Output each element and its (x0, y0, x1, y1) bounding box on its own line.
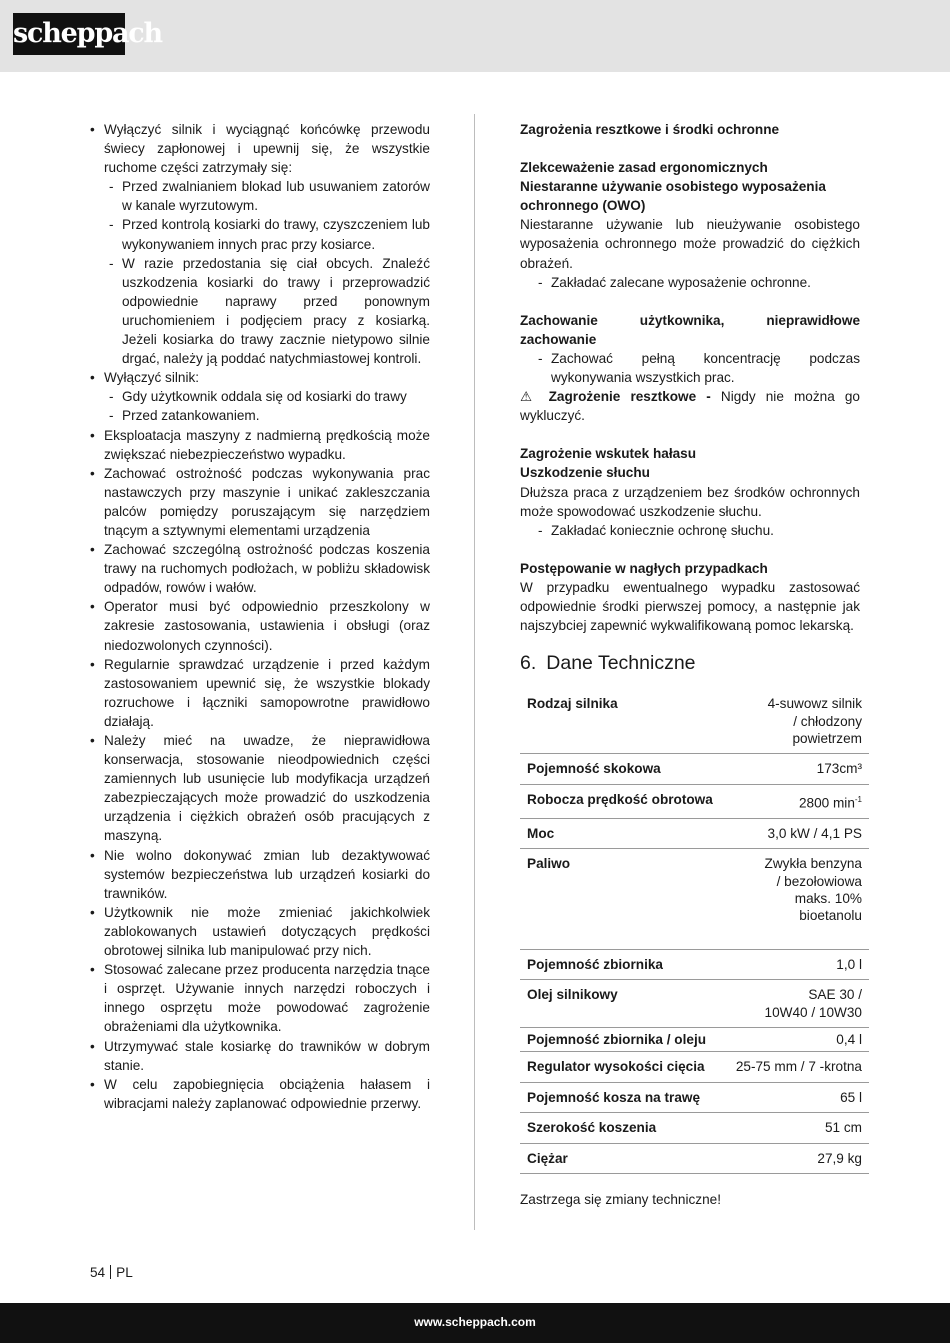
list-item: • Stosować zalecane przez producenta narzędzia tnące i osprzęt. Używanie innych narzędzi roboczych i innego osprzętu może powodować zagrożenie obrażeniami dla użytkownika. (90, 960, 430, 1036)
brand-logo: scheppach (13, 13, 125, 55)
chapter-number: 6. (520, 652, 537, 675)
spec-key: Pojemność kosza na trawę (520, 1082, 724, 1112)
spec-value: 3,0 kW / 4,1 PS (724, 818, 869, 848)
warning-icon: ⚠ (520, 389, 539, 405)
table-row (520, 1082, 869, 1112)
page-number-block (90, 1265, 133, 1280)
list-item: • Zachować szczególną ostrożność podczas koszenia trawy na ruchomych podłożach, w pobliżu składowisk odpadów, rowów i wałów. (90, 540, 430, 597)
list-item: • Zachować ostrożność podczas wykonywania prac nastawczych przy maszynie i unikać zakleszczania palców pomiędzy poruszającym się narzędziem tnącym a sztywnymi elementami urządzenia (90, 464, 430, 540)
list-item (90, 368, 430, 425)
ergonomics-section (520, 158, 860, 292)
spec-value: 51 cm (724, 1113, 869, 1143)
spec-key: Pojemność skokowa (520, 754, 724, 784)
table-row (520, 754, 869, 784)
technical-data-table (520, 689, 869, 1174)
section-heading: Zlekceważenie zasad ergonomicznych (520, 160, 768, 176)
dash-item: - Zakładać zalecane wyposażenie ochronne. (520, 273, 860, 292)
section-text: Dłuższa praca z urządzeniem bez środków ochronnych może spowodować uszkodzenie słuchu. (520, 484, 860, 519)
table-row (520, 1052, 869, 1082)
header-bar (0, 0, 950, 72)
list-item: • W celu zapobiegnięcia obciążenia hałasem i wibracjami należy zaplanować odpowiednie przerwy. (90, 1075, 430, 1113)
technical-changes-note: Zastrzega się zmiany techniczne! (520, 1192, 721, 1207)
behavior-section (520, 311, 860, 426)
section-heading: Zachowanie użytkownika, nieprawidłowe zachowanie (520, 312, 860, 347)
spec-key: Regulator wysokości cięcia (520, 1052, 724, 1082)
spec-key: Szerokość koszenia (520, 1113, 724, 1143)
column-divider (474, 114, 475, 1230)
spec-value: 0,4 l (724, 1028, 869, 1052)
list-item: • Nie wolno dokonywać zmian lub dezaktywować systemów bezpieczeństwa lub urządzeń kosiarki do trawników. (90, 846, 430, 903)
sub-list-item: - Przed zwalnianiem blokad lub usuwaniem zatorów w kanale wyrzutowym. (104, 177, 430, 215)
list-item: • Utrzymywać stale kosiarkę do trawników w dobrym stanie. (90, 1037, 430, 1075)
warning-text: Nigdy nie można go wykluczyć. (520, 389, 860, 424)
list-item: • Operator musi być odpowiednio przeszkolony w zakresie zastosowania, ustawienia i obsługi (oraz niedozwolonych czynności). (90, 597, 430, 654)
sub-list (104, 177, 430, 368)
section-heading: Postępowanie w nagłych przypadkach (520, 560, 768, 576)
section-heading: Niestaranne używanie osobistego wyposażenia ochronnego (OWO) (520, 179, 826, 214)
dash-item: - Zakładać koniecznie ochronę słuchu. (520, 521, 860, 540)
spec-value-exponent: -1 (854, 794, 862, 804)
spec-value: 2800 min (798, 795, 855, 811)
dash-list (520, 273, 860, 292)
list-item: • Użytkownik nie może zmieniać jakichkolwiek zablokowanych ustawień dotyczących prędkości obrotowej silnika lub manipulować przy nich. (90, 903, 430, 960)
spec-value: 65 l (724, 1082, 869, 1112)
spec-value-cell (724, 784, 869, 818)
section-heading: Zagrożenie wskutek hałasu (520, 446, 697, 462)
emergency-section (520, 559, 860, 635)
sub-list-item: - W razie przedostania się ciał obcych. Znaleźć uszkodzenia kosiarki do trawy i przeprowadzić odpowiednie naprawy przed ponownym uruchomieniem i podjęciem pracy z kosiarką. Jeżeli kosiarka do trawy zacznie nietypowo silnie drgać, należy ją poddać natychmiastowej kontroli. (104, 254, 430, 369)
table-row (520, 1028, 869, 1052)
left-column (90, 120, 430, 1113)
section-heading: Uszkodzenie słuchu (520, 465, 650, 481)
spec-key: Pojemność zbiornika (520, 949, 724, 979)
footer-url[interactable]: www.scheppach.com (414, 1315, 536, 1329)
spec-key: Pojemność zbiornika / oleju (520, 1028, 724, 1052)
table-row (520, 689, 869, 754)
warning-label: Zagrożenie resztkowe - (548, 389, 711, 405)
table-row (520, 1143, 869, 1173)
list-item (90, 120, 430, 368)
table-row (520, 949, 869, 979)
list-item: • Eksploatacja maszyny z nadmierną prędkością może zwiększać niebezpieczeństwo wypadku. (90, 426, 430, 464)
section-text: W przypadku ewentualnego wypadku zastosować odpowiednie środki pierwszej pomocy, a następnie jak najszybciej zapewnić wykwalifikowaną pomoc lekarską. (520, 579, 860, 634)
list-item: • Regularnie sprawdzać urządzenie i przed każdym zastosowaniem upewnić się, że wszystkie blokady rozruchowe i łączniki samopowrotne prawidłowo działają. (90, 655, 430, 731)
spec-key: Olej silnikowy (520, 980, 724, 1028)
spec-key: Rodzaj silnika (520, 689, 724, 754)
sub-list-item: - Przed kontrolą kosiarki do trawy, czyszczeniem lub wykonywaniem innych prac przy kosiarce. (104, 215, 430, 253)
dash-list (520, 521, 860, 540)
spec-value: Zwykła benzyna / bezołowiowa maks. 10% bioetanolu (724, 849, 869, 950)
spec-key: Paliwo (520, 849, 724, 950)
spec-value: 27,9 kg (724, 1143, 869, 1173)
table-row (520, 1113, 869, 1143)
spec-key: Ciężar (520, 1143, 724, 1173)
sub-list-item: - Gdy użytkownik oddala się od kosiarki do trawy (104, 387, 430, 406)
footer-bar (0, 1303, 950, 1343)
list-item-text: Wyłączyć silnik: (104, 370, 200, 386)
chapter-title: Dane Techniczne (546, 652, 696, 675)
dash-item: - Zachować pełną koncentrację podczas wykonywania wszystkich prac. (520, 349, 860, 387)
sub-list (104, 387, 430, 425)
table-row (520, 818, 869, 848)
safety-instructions-list (90, 120, 430, 1113)
page-number-separator (110, 1265, 111, 1279)
residual-risks-heading: Zagrożenia resztkowe i środki ochronne (520, 122, 780, 137)
residual-warning (520, 387, 860, 425)
spec-key: Robocza prędkość obrotowa (520, 784, 724, 818)
table-row (520, 980, 869, 1028)
table-row (520, 784, 869, 818)
list-item: • Należy mieć na uwadze, że nieprawidłowa konserwacja, stosowanie nieodpowiednich części zamiennych lub usunięcie lub modyfikacja urządzeń zabezpieczających może prowadzić do uszkodzenia urządzenia i ciężkich obrażeń osób pracujących z maszyną. (90, 731, 430, 846)
list-item-text: Wyłączyć silnik i wyciągnąć końcówkę przewodu świecy zapłonowej i upewnij się, że wszystkie ruchome części zatrzymały się: (104, 122, 430, 176)
section-text: Niestaranne używanie lub nieużywanie osobistego wyposażenia ochronnego może prowadzić do ciężkich obrażeń. (520, 217, 860, 271)
table-row (520, 849, 869, 950)
spec-key: Moc (520, 818, 724, 848)
spec-value: 4-suwowz silnik / chłodzony powietrzem (724, 689, 869, 754)
page-number: 54 (90, 1265, 106, 1280)
language-code: PL (116, 1265, 133, 1280)
spec-value: 173cm³ (724, 754, 869, 784)
right-column (520, 120, 860, 1174)
spec-value: SAE 30 / 10W40 / 10W30 (724, 980, 869, 1028)
dash-list (520, 349, 860, 387)
spec-value: 25-75 mm / 7 -krotna (724, 1052, 869, 1082)
spec-value: 1,0 l (724, 949, 869, 979)
sub-list-item: - Przed zatankowaniem. (104, 406, 430, 425)
chapter-heading (520, 654, 860, 673)
noise-section (520, 444, 860, 539)
